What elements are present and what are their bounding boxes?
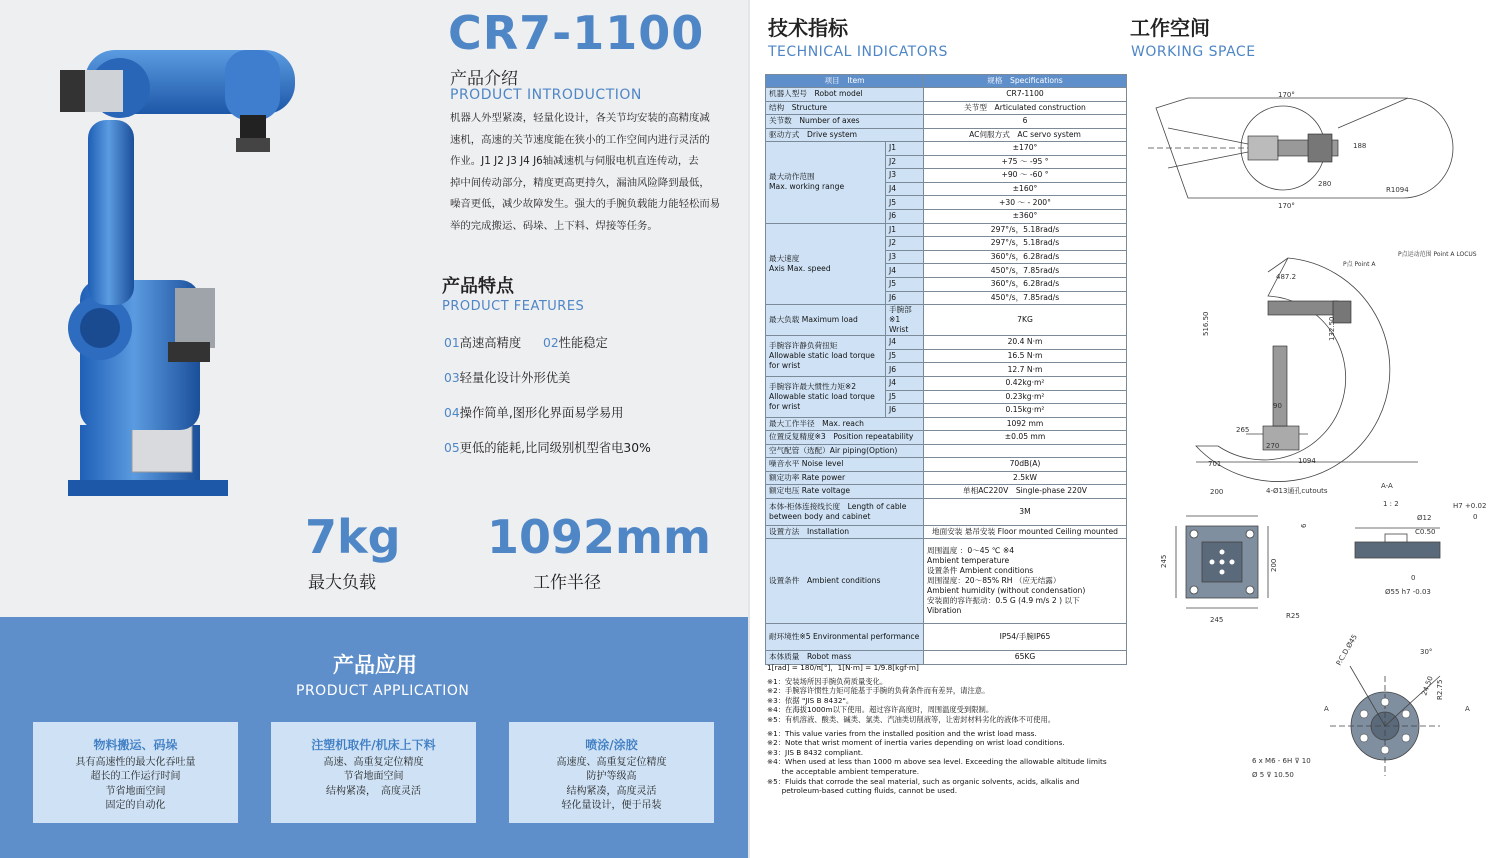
- svg-text:4-Ø13通孔cutouts: 4-Ø13通孔cutouts: [1266, 487, 1328, 495]
- svg-text:487.2: 487.2: [1276, 273, 1297, 281]
- max-load-value: 7kg: [305, 510, 401, 564]
- svg-text:200: 200: [1270, 558, 1278, 572]
- feature-item: 05更低的能耗,比同级别机型省电30%: [444, 441, 651, 455]
- application-card: 喷涂/涂胶 高速度、高重复定位精度 防护等级高 结构紧凑，高度灵活 轻化量设计，便于吊装: [509, 722, 714, 823]
- svg-text:Ø55 h7 -0.03: Ø55 h7 -0.03: [1385, 588, 1431, 596]
- spec-notes: 1[rad] = 180/π[°]，1[N·m] = 1/9.8[kgf·m] ※1：安装场所因手腕负荷质量变化。 ※2：手腕容许惯性力矩可能基于手腕的负荷条件而有差异，请注意。 ※3：依据 "JIS B 8432"。 ※4：在海拔1000m以下使用。超过容许高度时，周围温度受到限制。 ※5：有机溶液、酸类、碱类、氯类、汽油类切削液等，让密封材料劣化的液体不可使用。 ※1：This value varies from the installed position and the wrist load mass. ※2：Note that wrist moment of inertia varies depending on wrist load conditions. ※3：JIS B 8432 compliant. ※4：When used at less than 1000 m above sea level. Exceeding the allowable altitude limits the acceptable ambient temperature. ※5：Fluids that corrode the seal material, such as organic solvents, acids, alkalis and petroleum-based cutting fluids, cannot be used.: [767, 663, 1107, 796]
- spec-header-spec: 规格 Specifications: [924, 75, 1127, 88]
- application-card: 物料搬运、码垛 具有高速性的最大化吞吐量 超长的工作运行时间 节省地面空间 固定的自动化: [33, 722, 238, 823]
- svg-text:0: 0: [1411, 574, 1416, 582]
- svg-text:A-A: A-A: [1381, 482, 1393, 490]
- spec-header-item: 项目 Item: [766, 75, 924, 88]
- workspace-title-en: WORKING SPACE: [1131, 44, 1256, 60]
- reach-value: 1092mm: [487, 510, 711, 564]
- feature-item: 04操作简单,图形化界面易学易用: [444, 406, 624, 420]
- svg-text:R2.75: R2.75: [1436, 679, 1444, 700]
- svg-text:A: A: [1465, 705, 1470, 713]
- svg-text:90: 90: [1273, 402, 1282, 410]
- workspace-title-cn: 工作空间: [1130, 16, 1210, 40]
- svg-text:516.50: 516.50: [1202, 311, 1210, 336]
- flange-drawing: [1250, 633, 1480, 786]
- application-title-cn: 产品应用: [333, 653, 417, 677]
- intro-title-en: PRODUCT INTRODUCTION: [450, 87, 642, 103]
- robot-arm-illustration: [40, 40, 280, 510]
- svg-text:R25: R25: [1286, 612, 1300, 620]
- svg-text:132.50: 132.50: [1328, 316, 1336, 341]
- svg-text:1 : 2: 1 : 2: [1383, 500, 1399, 508]
- svg-text:200: 200: [1210, 488, 1224, 496]
- svg-text:A: A: [1324, 705, 1329, 713]
- workspace-side-view-drawing: [1148, 246, 1488, 470]
- svg-text:0: 0: [1473, 513, 1478, 521]
- svg-text:30°: 30°: [1420, 648, 1433, 656]
- features-title-cn: 产品特点: [442, 276, 514, 297]
- tech-title-en: TECHNICAL INDICATORS: [768, 44, 948, 60]
- svg-text:P.C.D.Ø45: P.C.D.Ø45: [1334, 633, 1359, 667]
- application-card: 注塑机取件/机床上下料 高速、高重复定位精度 节省地面空间 结构紧凑， 高度灵活: [271, 722, 476, 823]
- intro-text: 机器人外型紧凑，轻量化设计，各关节均安装的高精度减 速机，高速的关节速度能在狭小的工作空间内进行灵活的 作业。J1 J2 J3 J4 J6轴减速机与伺服电机直连传动，去 掉中间传动部分，精度更高更持久，漏油风险降到最低， 噪音更低，减少故障发生。强大的手腕负载能力能轻松而易 举的完成搬运、码垛、上下料、焊接等任务。: [450, 112, 721, 232]
- reach-label: 工作半径: [533, 573, 601, 593]
- intro-title-cn: 产品介绍: [450, 69, 518, 89]
- svg-text:C0.50: C0.50: [1415, 528, 1436, 536]
- svg-text:6 x M6 - 6H ⊽ 10: 6 x M6 - 6H ⊽ 10: [1252, 757, 1311, 765]
- feature-item: 01高速高精度 02性能稳定: [444, 336, 608, 350]
- svg-text:270: 270: [1266, 442, 1280, 450]
- svg-text:170°: 170°: [1278, 202, 1295, 210]
- svg-text:245: 245: [1160, 554, 1168, 568]
- svg-text:R1094: R1094: [1386, 186, 1409, 194]
- svg-text:170°: 170°: [1278, 91, 1295, 99]
- svg-text:P点 Point A: P点 Point A: [1343, 261, 1376, 268]
- feature-item: 03轻量化设计外形优美: [444, 371, 571, 385]
- section-aa-drawing: [1345, 478, 1495, 603]
- base-plate-drawing: [1150, 480, 1328, 630]
- svg-text:280: 280: [1318, 180, 1332, 188]
- svg-text:H7 +0.02: H7 +0.02: [1453, 502, 1487, 510]
- svg-text:24.50: 24.50: [1420, 675, 1435, 697]
- model-title: CR7-1100: [448, 6, 705, 60]
- workspace-top-view-drawing: [1148, 88, 1438, 228]
- svg-text:188: 188: [1353, 142, 1367, 150]
- application-section: [0, 617, 750, 858]
- svg-text:6: 6: [1300, 523, 1308, 528]
- svg-text:265: 265: [1236, 426, 1250, 434]
- svg-text:P点运动范围 Point A LOCUS: P点运动范围 Point A LOCUS: [1398, 251, 1477, 258]
- svg-text:Ø12: Ø12: [1417, 514, 1432, 522]
- application-title-en: PRODUCT APPLICATION: [296, 683, 470, 699]
- svg-text:1094: 1094: [1298, 457, 1316, 465]
- svg-text:Ø 5 ⊽ 10.50: Ø 5 ⊽ 10.50: [1252, 771, 1294, 779]
- max-load-label: 最大负载: [308, 573, 376, 593]
- spec-table: 项目 Item 规格 Specifications 机器人型号 Robot model CR7-1100 结构 Structure 关节型 Articulated construction 关节数 Number of axes 6 驱动方式 Drive system AC伺服方式 AC servo system 最大动作范围 Max. working range J1 ±170° J2 +75 ～ -95 ° J3 +90 ～ -60 ° J4 ±160° J5 +30 ～ - 200° J6 ±360° 最大速度 Axis Max. speed J1 297°/s，5.18rad/s J2 297°/s，5.18rad/s J3 360°/s，6.28rad/s J4 450°/s，7.85rad/s J5 360°/s，6.28rad/s J6 450°/s，7.85rad/s 最大负载 Maximum load 手腕部※1 Wrist 7KG 手腕容许静负荷扭矩 Allowable static load torque for wrist J4 20.4 N·m J5 16.5 N·m J6 12.7 N·m 手腕容许最大惯性力矩※2 Allowable static load torque for wrist J4 0.42kg·m² J5 0.23kg·m² J6 0.15kg·m² 最大工作半径 Max. reach 1092 mm 位置反复精度※3 Position repeatability ±0.05 mm 空气配管（选配）Air piping(Option) 噪音水平 Noise level 70dB(A) 额定功率 Rate power 2.5kW 额定电压 Rate voltage 单相AC220V Single-phase 220V 本体-柜体连接线长度 Length of cable between body and cabinet 3M 设置方法 Installation 地面安装 悬吊安装 Floor mounted Ceiling mounted 设置条件 Ambient conditions 周围温度 ：0～45 ℃ ※4 Ambient temperature 设置条件 Ambient conditions 周围湿度：20～85% RH （应无结露） Ambient humidity (without condensation) 安装面的容许振动：0.5 G (4.9 m/s 2 ) 以下 Vibration 耐环境性※5 Environmental performance IP54/手腕IP65 本体质量 Robot mass 65KG: [765, 74, 1127, 665]
- svg-text:245: 245: [1210, 616, 1224, 624]
- tech-title-cn: 技术指标: [768, 16, 848, 40]
- features-title-en: PRODUCT FEATURES: [442, 299, 585, 314]
- svg-text:701: 701: [1208, 460, 1222, 468]
